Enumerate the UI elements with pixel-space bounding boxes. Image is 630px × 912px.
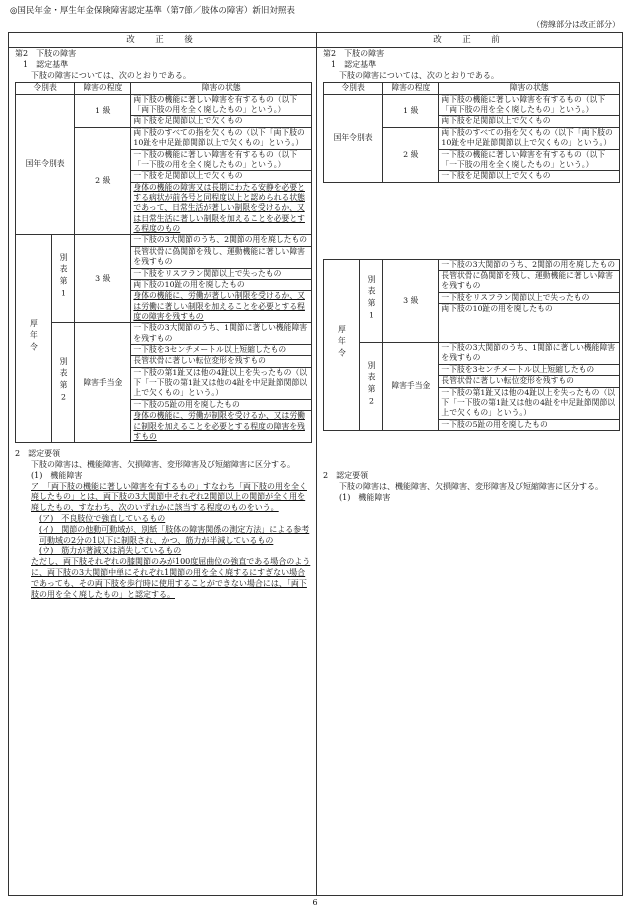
item-a-2: (イ) 関節の他動可動域が、別紙「肢体の障害関係の測定方法」による参考可動域の2分の1以下に制限され、かつ、筋力が半減しているもの (39, 524, 310, 545)
grade-3: 3 級 (383, 259, 439, 342)
row-text: 一下肢をリスフラン関節以上で失ったもの (439, 292, 620, 303)
subsection-2: 2 認定要領 (323, 470, 369, 480)
kinou-heading: (1) 機能障害 (31, 470, 83, 480)
section-title: 第2 下肢の障害 (323, 49, 385, 58)
row-text: 両下肢を足関節以上で欠くもの (131, 116, 312, 127)
document-title: ◎国民年金・厚生年金保険障害認定基準（第7節／肢体の障害）新旧対照表 (10, 6, 295, 16)
row-text: 長管状骨に偽関節を残し、運動機能に著しい障害を残すもの (131, 246, 312, 268)
group-beppyou1: 別表第1 (359, 259, 383, 342)
th-state: 障害の状態 (439, 83, 620, 94)
group-kousei: 厚年令 (16, 235, 52, 443)
kinou-heading: (1) 機能障害 (339, 492, 391, 502)
comparison-table (8, 32, 623, 896)
row-text-amended: 身体の機能の障害又は長期にわたる安静を必要とする病状が前各号と同程度以上と認められる状態であって、日常生活が著しい制限を受けるか、又は日常生活に著しい制限を加えることを必要とする程度のもの (131, 182, 312, 235)
sub2-intro: 下肢の障害は、機能障害、欠損障害、変形障害及び短縮障害に区分する。 (31, 460, 295, 470)
intro-text: 下肢の障害については、次のとおりである。 (31, 70, 191, 80)
group-kokumin: 国年令別表 (16, 94, 75, 235)
row-text: 両下肢の機能に著しい障害を有するもの（以下「両下肢の用を全く廃したもの」という。） (439, 94, 620, 116)
row-text: 一下肢を3センチメートル以上短縮したもの (131, 345, 312, 356)
subsection-1: 1 認定基準 (23, 59, 69, 69)
grade-3: 3 級 (75, 235, 131, 323)
blank-spacer (324, 182, 620, 259)
column-after (15, 49, 312, 600)
subsection-1: 1 認定基準 (331, 59, 377, 69)
column-before (323, 49, 620, 503)
th-grade: 障害の程度 (75, 83, 131, 94)
page-number: 6 (312, 898, 318, 907)
group-kokumin: 国年令別表 (324, 94, 383, 182)
sub2-intro: 下肢の障害は、機能障害、欠損障害、変形障害及び短縮障害に区分する。 (339, 481, 603, 491)
section-title: 第2 下肢の障害 (15, 49, 77, 58)
row-text: 一下肢の第1趾又は他の4趾以上を失ったもの（以下「一下肢の第1趾又は他の4趾を中足趾節関節以上で欠くもの」という。） (439, 387, 620, 419)
row-text: 両下肢を足関節以上で欠くもの (439, 116, 620, 127)
row-text: 一下肢の3大関節のうち、1関節に著しい機能障害を残すもの (131, 323, 312, 345)
grade-2: 2 級 (383, 127, 439, 182)
row-text: 一下肢をリスフラン関節以上で失ったもの (131, 268, 312, 279)
row-text-amended: 身体の機能に、労働が著しい制限を受けるか、又は労働に著しい制限を加えることを必要とする程度の障害を残すもの (131, 291, 312, 323)
item-a: ア 「両下肢の機能に著しい障害を有するもの」すなわち「両下肢の用を全く廃したもの」とは、両下肢の3大関節中それぞれ2関節以上の関節が全く用を廃したもの、すなわち、次のいずれかに該当する程度のものをいう。 (31, 481, 307, 513)
header-before: 改 正 前 (317, 33, 622, 48)
grade-1: 1 級 (75, 94, 131, 127)
group-beppyou1: 別表第1 (51, 235, 75, 323)
grade-teate: 障害手当金 (75, 323, 131, 443)
row-text: 一下肢の5趾の用を廃したもの (131, 399, 312, 410)
row-text: 両下肢のすべての指を欠くもの（以下「両下肢の10趾を中足趾節関節以上で欠くもの」という。） (439, 127, 620, 149)
row-text: 一下肢を足関節以上で欠くもの (131, 171, 312, 182)
tadashi-paragraph: ただし、両下肢それぞれの膝関節のみが100度屈曲位の強直である場合のように、両下肢の3大関節中単にそれぞれ1関節の用を全く廃するにすぎない場合であっても、その両下肢を歩行時に使用することができない場合には、「両下肢の用を全く廃したもの」と認定する。 (31, 557, 311, 599)
row-text: 一下肢の機能に著しい障害を有するもの（以下「一下肢の用を全く廃したもの」という。） (131, 149, 312, 171)
grade-1: 1 級 (383, 94, 439, 127)
row-text: 長管状骨に著しい転位変形を残すもの (131, 356, 312, 367)
group-beppyou2: 別表第2 (51, 323, 75, 443)
group-kousei: 厚年令 (324, 259, 360, 430)
th-reibeppyou: 令別表 (324, 83, 383, 94)
row-text: 一下肢を3センチメートル以上短縮したもの (439, 364, 620, 375)
th-reibeppyou: 令別表 (16, 83, 75, 94)
header-after: 改 正 後 (9, 33, 316, 48)
row-text: 両下肢の機能に著しい障害を有するもの（以下「両下肢の用を全く廃したもの」という。） (131, 94, 312, 116)
row-text: 両下肢の10趾の用を廃したもの (439, 304, 620, 343)
row-text: 一下肢の3大関節のうち、1関節に著しい機能障害を残すもの (439, 343, 620, 365)
row-text: 一下肢を足関節以上で欠くもの (439, 171, 620, 182)
row-text-amended: 身体の機能に、労働が制限を受けるか、又は労働に制限を加えることを必要とする程度の障害を残すもの (131, 411, 312, 443)
row-text: 長管状骨に偽関節を残し、運動機能に著しい障害を残すもの (439, 270, 620, 292)
row-text: 一下肢の3大関節のうち、2関節の用を廃したもの (131, 235, 312, 246)
row-text: 一下肢の機能に著しい障害を有するもの（以下「一下肢の用を全く廃したもの」という。） (439, 149, 620, 171)
row-text: 一下肢の5趾の用を廃したもの (439, 419, 620, 430)
grade-teate: 障害手当金 (383, 343, 439, 431)
criteria-table-before (323, 82, 620, 431)
revision-note: （傍線部分は改正部分） (532, 20, 620, 29)
row-text: 両下肢のすべての指を欠くもの（以下「両下肢の10趾を中足趾節関節以上で欠くもの」という。） (131, 127, 312, 149)
th-grade: 障害の程度 (383, 83, 439, 94)
column-divider (316, 33, 317, 895)
row-text: 長管状骨に著しい転位変形を残すもの (439, 376, 620, 387)
item-a-1: (ア) 不良肢位で強直しているもの (39, 514, 166, 524)
row-text: 両下肢の10趾の用を廃したもの (131, 279, 312, 290)
intro-text: 下肢の障害については、次のとおりである。 (339, 70, 499, 80)
subsection-2: 2 認定要領 (15, 449, 61, 459)
group-beppyou2: 別表第2 (359, 343, 383, 431)
row-text: 一下肢の第1趾又は他の4趾以上を失ったもの（以下「一下肢の第1趾又は他の4趾を中足趾節関節以上で欠くもの」という。） (131, 367, 312, 399)
grade-2: 2 級 (75, 127, 131, 235)
criteria-table-after (15, 82, 312, 443)
item-a-3: (ウ) 筋力が著減又は消失しているもの (39, 546, 182, 556)
row-text: 一下肢の3大関節のうち、2関節の用を廃したもの (439, 259, 620, 270)
th-state: 障害の状態 (131, 83, 312, 94)
